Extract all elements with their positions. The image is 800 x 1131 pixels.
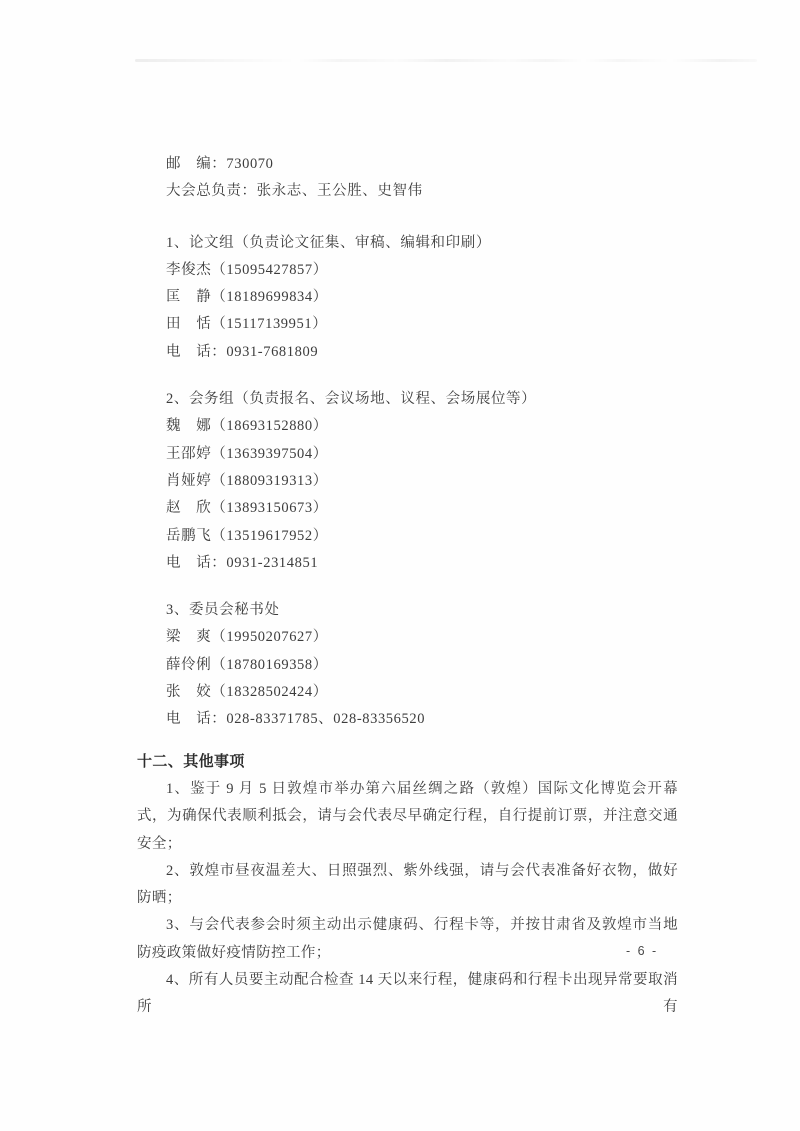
contact-groups [137,230,678,734]
postal-code-line: 邮 编：730070 [166,156,274,172]
contact-line: 肖娅婷（18809319313） [166,472,328,489]
contact-group [137,386,678,577]
section-heading-other-items: 十二、其他事项 [137,753,245,770]
contact-section [137,151,678,734]
contact-line: 电 话：0931-7681809 [166,343,319,360]
other-items-paragraphs [137,776,678,1022]
contact-group [137,230,678,366]
contact-line: 电 话：028-83371785、028-83356520 [166,711,426,728]
contact-group-title: 2、会务组（负责报名、会议场地、议程、会场展位等） [166,391,537,408]
contact-line: 魏 娜（18693152880） [166,418,328,435]
contact-line: 电 话：0931-2314851 [166,554,319,571]
contact-line: 梁 爽（19950207627） [166,629,328,646]
body-paragraph: 4、所有人员要主动配合检查 14 天以来行程，健康码和行程卡出现异常要取消所有 [137,972,678,1016]
body-paragraph: 1、鉴于 9 月 5 日敦煌市举办第六届丝绸之路（敦煌）国际文化博览会开幕式，为确保代表顺利抵会，请与会代表尽早确定行程，自行提前订票，并注意交通安全； [137,780,678,852]
contact-line: 李俊杰（15095427857） [166,261,328,278]
contact-line: 赵 欣（13893150673） [166,500,328,517]
contact-line: 岳鹏飞（13519617952） [166,527,328,544]
contact-group-title: 3、委员会秘书处 [166,602,280,619]
contact-line: 匡 静（18189699834） [166,289,328,306]
contact-line: 薛伶俐（18780169358） [166,656,328,673]
page-content [137,151,678,1022]
scan-artifact-line [135,59,757,62]
contact-line: 王邵婷（13639397504） [166,445,328,462]
contact-line: 田 恬（15117139951） [166,316,328,333]
body-paragraph: 2、敦煌市昼夜温差大、日照强烈、紫外线强，请与会代表准备好衣物，做好防晒； [137,862,678,907]
page-number: - 6 - [626,944,659,958]
conference-leader-line: 大会总负责：张永志、王公胜、史智伟 [166,183,423,200]
body-paragraph: 3、与会代表参会时须主动出示健康码、行程卡等，并按甘肃省及敦煌市当地防疫政策做好疫情防控工作； [137,917,678,961]
contact-group [137,597,678,733]
contact-line: 张 姣（18328502424） [166,684,328,701]
contact-group-title: 1、论文组（负责论文征集、审稿、编辑和印刷） [166,234,491,251]
